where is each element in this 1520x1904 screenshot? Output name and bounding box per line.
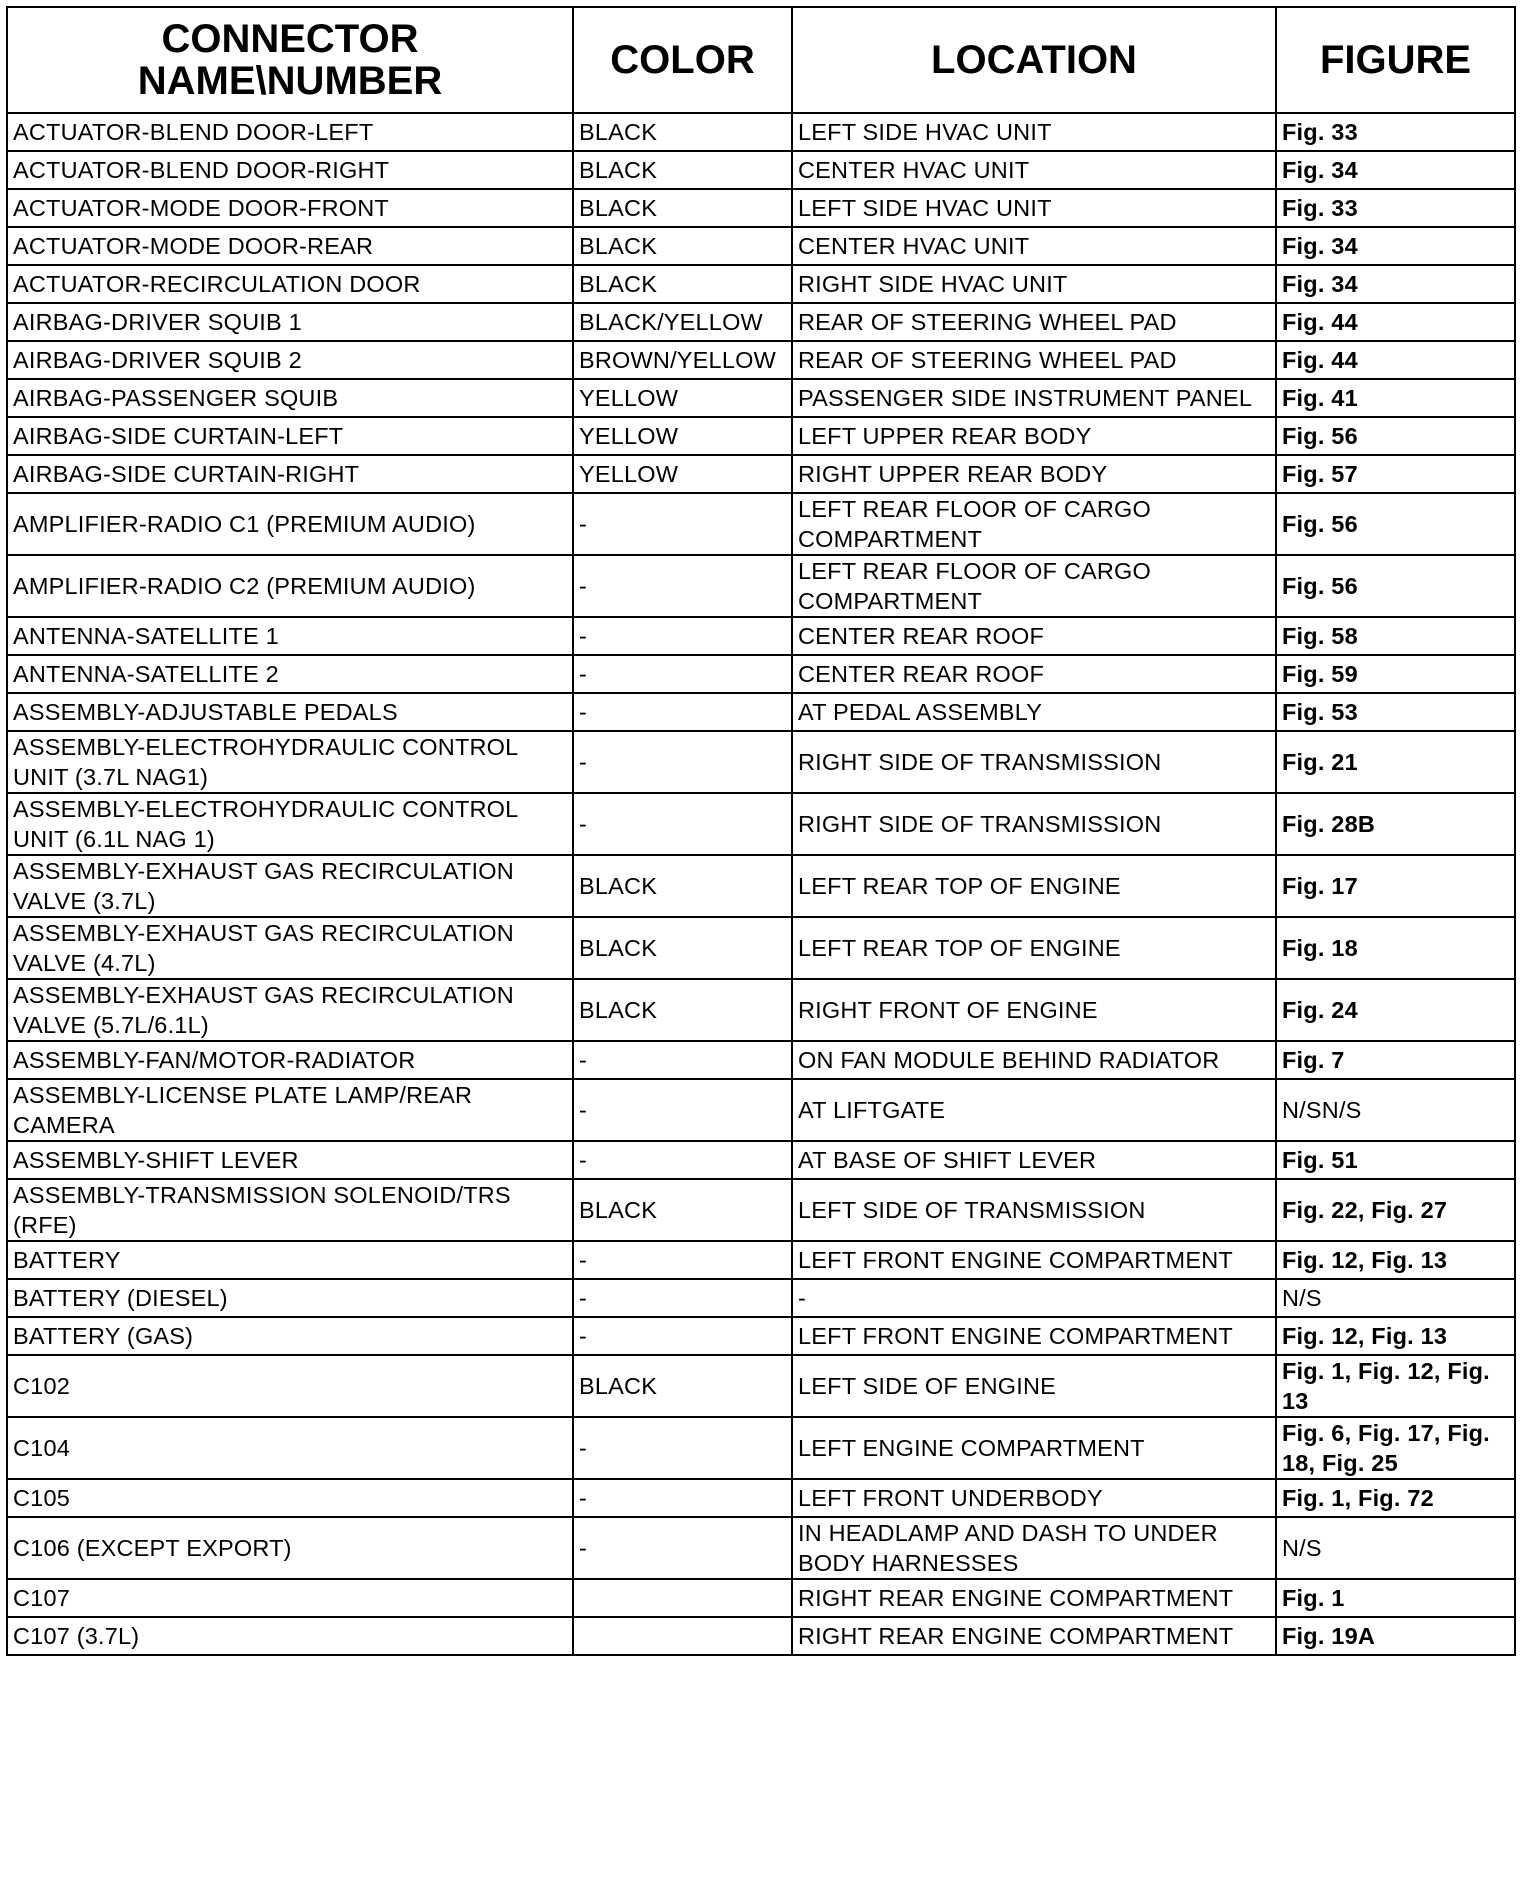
location-cell: RIGHT SIDE OF TRANSMISSION [792, 793, 1276, 855]
location-cell: ON FAN MODULE BEHIND RADIATOR [792, 1041, 1276, 1079]
figure-cell: Fig. 12, Fig. 13 [1276, 1317, 1515, 1355]
table-row [7, 1179, 1515, 1241]
color-cell: YELLOW [573, 379, 792, 417]
location-cell: AT PEDAL ASSEMBLY [792, 693, 1276, 731]
location-cell: - [792, 1279, 1276, 1317]
connector-name-cell: ASSEMBLY-EXHAUST GAS RECIRCULATION VALVE (4.7L) [7, 917, 573, 979]
figure-cell: Fig. 57 [1276, 455, 1515, 493]
color-cell: - [573, 1479, 792, 1517]
connector-name-cell: ACTUATOR-RECIRCULATION DOOR [7, 265, 573, 303]
table-row [7, 341, 1515, 379]
table-row [7, 1355, 1515, 1417]
color-cell: BLACK [573, 151, 792, 189]
header-location: LOCATION [792, 7, 1276, 113]
location-cell: REAR OF STEERING WHEEL PAD [792, 303, 1276, 341]
location-cell: LEFT ENGINE COMPARTMENT [792, 1417, 1276, 1479]
color-cell [573, 1579, 792, 1617]
table-row [7, 227, 1515, 265]
table-row [7, 113, 1515, 151]
figure-cell: Fig. 21 [1276, 731, 1515, 793]
figure-cell: Fig. 1, Fig. 12, Fig. 13 [1276, 1355, 1515, 1417]
figure-cell: Fig. 56 [1276, 493, 1515, 555]
connector-name-cell: BATTERY (GAS) [7, 1317, 573, 1355]
table-row [7, 617, 1515, 655]
location-cell: IN HEADLAMP AND DASH TO UNDER BODY HARNESSES [792, 1517, 1276, 1579]
location-cell: LEFT SIDE OF TRANSMISSION [792, 1179, 1276, 1241]
table-row [7, 1579, 1515, 1617]
table-row [7, 379, 1515, 417]
color-cell: BLACK [573, 227, 792, 265]
figure-cell: Fig. 1, Fig. 72 [1276, 1479, 1515, 1517]
color-cell: - [573, 1417, 792, 1479]
table-row [7, 265, 1515, 303]
location-cell: AT LIFTGATE [792, 1079, 1276, 1141]
connector-name-cell: ANTENNA-SATELLITE 1 [7, 617, 573, 655]
color-cell: BLACK [573, 189, 792, 227]
color-cell: - [573, 1041, 792, 1079]
connector-name-cell: AIRBAG-DRIVER SQUIB 2 [7, 341, 573, 379]
location-cell: RIGHT FRONT OF ENGINE [792, 979, 1276, 1041]
header-connector-name [7, 7, 573, 113]
color-cell: - [573, 1279, 792, 1317]
location-cell: RIGHT REAR ENGINE COMPARTMENT [792, 1579, 1276, 1617]
header-row [7, 7, 1515, 113]
figure-cell: Fig. 12, Fig. 13 [1276, 1241, 1515, 1279]
figure-cell: Fig. 1 [1276, 1579, 1515, 1617]
figure-cell: Fig. 58 [1276, 617, 1515, 655]
location-cell: LEFT SIDE HVAC UNIT [792, 189, 1276, 227]
location-cell: LEFT SIDE OF ENGINE [792, 1355, 1276, 1417]
figure-cell: Fig. 34 [1276, 227, 1515, 265]
table-row [7, 1279, 1515, 1317]
table-row [7, 151, 1515, 189]
connector-name-cell: C102 [7, 1355, 573, 1417]
table-row [7, 1241, 1515, 1279]
location-cell: CENTER HVAC UNIT [792, 151, 1276, 189]
table-row [7, 1417, 1515, 1479]
connector-name-cell: AMPLIFIER-RADIO C1 (PREMIUM AUDIO) [7, 493, 573, 555]
table-row [7, 1517, 1515, 1579]
table-row [7, 731, 1515, 793]
table-row [7, 1317, 1515, 1355]
connector-name-cell: C104 [7, 1417, 573, 1479]
table-row [7, 555, 1515, 617]
color-cell: - [573, 731, 792, 793]
color-cell: - [573, 1517, 792, 1579]
connector-name-cell: ASSEMBLY-ELECTROHYDRAULIC CONTROL UNIT (3.7L NAG1) [7, 731, 573, 793]
location-cell: PASSENGER SIDE INSTRUMENT PANEL [792, 379, 1276, 417]
header-name-line1: CONNECTOR [161, 17, 419, 61]
figure-cell: Fig. 24 [1276, 979, 1515, 1041]
header-name-line2: NAME\NUMBER [137, 59, 443, 103]
color-cell: - [573, 655, 792, 693]
connector-name-cell: AIRBAG-SIDE CURTAIN-LEFT [7, 417, 573, 455]
connector-name-cell: ASSEMBLY-TRANSMISSION SOLENOID/TRS (RFE) [7, 1179, 573, 1241]
table-row [7, 1617, 1515, 1655]
location-cell: RIGHT SIDE HVAC UNIT [792, 265, 1276, 303]
location-cell: CENTER REAR ROOF [792, 655, 1276, 693]
location-cell: LEFT REAR FLOOR OF CARGO COMPARTMENT [792, 493, 1276, 555]
connector-name-cell: BATTERY (DIESEL) [7, 1279, 573, 1317]
figure-cell: Fig. 44 [1276, 341, 1515, 379]
connector-name-cell: ASSEMBLY-LICENSE PLATE LAMP/REAR CAMERA [7, 1079, 573, 1141]
location-cell: RIGHT REAR ENGINE COMPARTMENT [792, 1617, 1276, 1655]
figure-cell: Fig. 22, Fig. 27 [1276, 1179, 1515, 1241]
table-row [7, 655, 1515, 693]
figure-cell: Fig. 56 [1276, 417, 1515, 455]
color-cell: - [573, 1317, 792, 1355]
location-cell: CENTER HVAC UNIT [792, 227, 1276, 265]
figure-cell: N/SN/S [1276, 1079, 1515, 1141]
location-cell: LEFT SIDE HVAC UNIT [792, 113, 1276, 151]
table-row [7, 793, 1515, 855]
figure-cell: Fig. 41 [1276, 379, 1515, 417]
table-row [7, 979, 1515, 1041]
figure-cell: N/S [1276, 1517, 1515, 1579]
connector-name-cell: C105 [7, 1479, 573, 1517]
connector-table [6, 6, 1516, 1656]
table-row [7, 417, 1515, 455]
connector-name-cell: BATTERY [7, 1241, 573, 1279]
connector-name-cell: ASSEMBLY-SHIFT LEVER [7, 1141, 573, 1179]
connector-name-cell: ACTUATOR-MODE DOOR-REAR [7, 227, 573, 265]
figure-cell: Fig. 44 [1276, 303, 1515, 341]
color-cell: - [573, 1241, 792, 1279]
table-row [7, 855, 1515, 917]
figure-cell: Fig. 19A [1276, 1617, 1515, 1655]
color-cell [573, 1617, 792, 1655]
figure-cell: Fig. 33 [1276, 189, 1515, 227]
connector-name-cell: C107 (3.7L) [7, 1617, 573, 1655]
color-cell: - [573, 1079, 792, 1141]
color-cell: YELLOW [573, 417, 792, 455]
figure-cell: Fig. 17 [1276, 855, 1515, 917]
color-cell: BROWN/YELLOW [573, 341, 792, 379]
table-row [7, 303, 1515, 341]
location-cell: LEFT FRONT UNDERBODY [792, 1479, 1276, 1517]
figure-cell: Fig. 28B [1276, 793, 1515, 855]
color-cell: - [573, 617, 792, 655]
table-row [7, 1079, 1515, 1141]
table-body [7, 113, 1515, 1655]
table-row [7, 1141, 1515, 1179]
location-cell: LEFT FRONT ENGINE COMPARTMENT [792, 1317, 1276, 1355]
connector-name-cell: ASSEMBLY-EXHAUST GAS RECIRCULATION VALVE (5.7L/6.1L) [7, 979, 573, 1041]
table-row [7, 493, 1515, 555]
color-cell: - [573, 693, 792, 731]
header-figure: FIGURE [1276, 7, 1515, 113]
figure-cell: N/S [1276, 1279, 1515, 1317]
location-cell: LEFT REAR TOP OF ENGINE [792, 855, 1276, 917]
connector-name-cell: ASSEMBLY-ELECTROHYDRAULIC CONTROL UNIT (6.1L NAG 1) [7, 793, 573, 855]
color-cell: YELLOW [573, 455, 792, 493]
figure-cell: Fig. 59 [1276, 655, 1515, 693]
figure-cell: Fig. 56 [1276, 555, 1515, 617]
connector-name-cell: ACTUATOR-MODE DOOR-FRONT [7, 189, 573, 227]
color-cell: - [573, 1141, 792, 1179]
connector-name-cell: C106 (EXCEPT EXPORT) [7, 1517, 573, 1579]
figure-cell: Fig. 6, Fig. 17, Fig. 18, Fig. 25 [1276, 1417, 1515, 1479]
table-row [7, 1041, 1515, 1079]
figure-cell: Fig. 18 [1276, 917, 1515, 979]
location-cell: LEFT REAR TOP OF ENGINE [792, 917, 1276, 979]
table-row [7, 693, 1515, 731]
connector-name-cell: ANTENNA-SATELLITE 2 [7, 655, 573, 693]
location-cell: REAR OF STEERING WHEEL PAD [792, 341, 1276, 379]
color-cell: BLACK [573, 1355, 792, 1417]
location-cell: CENTER REAR ROOF [792, 617, 1276, 655]
connector-name-cell: AIRBAG-SIDE CURTAIN-RIGHT [7, 455, 573, 493]
connector-name-cell: ACTUATOR-BLEND DOOR-RIGHT [7, 151, 573, 189]
location-cell: AT BASE OF SHIFT LEVER [792, 1141, 1276, 1179]
connector-name-cell: AIRBAG-PASSENGER SQUIB [7, 379, 573, 417]
location-cell: RIGHT UPPER REAR BODY [792, 455, 1276, 493]
location-cell: LEFT FRONT ENGINE COMPARTMENT [792, 1241, 1276, 1279]
location-cell: RIGHT SIDE OF TRANSMISSION [792, 731, 1276, 793]
table-row [7, 189, 1515, 227]
color-cell: - [573, 555, 792, 617]
connector-name-cell: AMPLIFIER-RADIO C2 (PREMIUM AUDIO) [7, 555, 573, 617]
color-cell: BLACK/YELLOW [573, 303, 792, 341]
connector-name-cell: AIRBAG-DRIVER SQUIB 1 [7, 303, 573, 341]
figure-cell: Fig. 51 [1276, 1141, 1515, 1179]
table-row [7, 1479, 1515, 1517]
figure-cell: Fig. 33 [1276, 113, 1515, 151]
color-cell: BLACK [573, 855, 792, 917]
connector-name-cell: ASSEMBLY-FAN/MOTOR-RADIATOR [7, 1041, 573, 1079]
connector-name-cell: ASSEMBLY-EXHAUST GAS RECIRCULATION VALVE (3.7L) [7, 855, 573, 917]
connector-name-cell: C107 [7, 1579, 573, 1617]
location-cell: LEFT REAR FLOOR OF CARGO COMPARTMENT [792, 555, 1276, 617]
connector-name-cell: ACTUATOR-BLEND DOOR-LEFT [7, 113, 573, 151]
table-row [7, 455, 1515, 493]
figure-cell: Fig. 53 [1276, 693, 1515, 731]
connector-name-cell: ASSEMBLY-ADJUSTABLE PEDALS [7, 693, 573, 731]
location-cell: LEFT UPPER REAR BODY [792, 417, 1276, 455]
table-row [7, 917, 1515, 979]
color-cell: BLACK [573, 917, 792, 979]
color-cell: BLACK [573, 113, 792, 151]
color-cell: - [573, 793, 792, 855]
color-cell: BLACK [573, 979, 792, 1041]
color-cell: BLACK [573, 265, 792, 303]
header-color: COLOR [573, 7, 792, 113]
figure-cell: Fig. 34 [1276, 151, 1515, 189]
color-cell: BLACK [573, 1179, 792, 1241]
figure-cell: Fig. 7 [1276, 1041, 1515, 1079]
figure-cell: Fig. 34 [1276, 265, 1515, 303]
color-cell: - [573, 493, 792, 555]
